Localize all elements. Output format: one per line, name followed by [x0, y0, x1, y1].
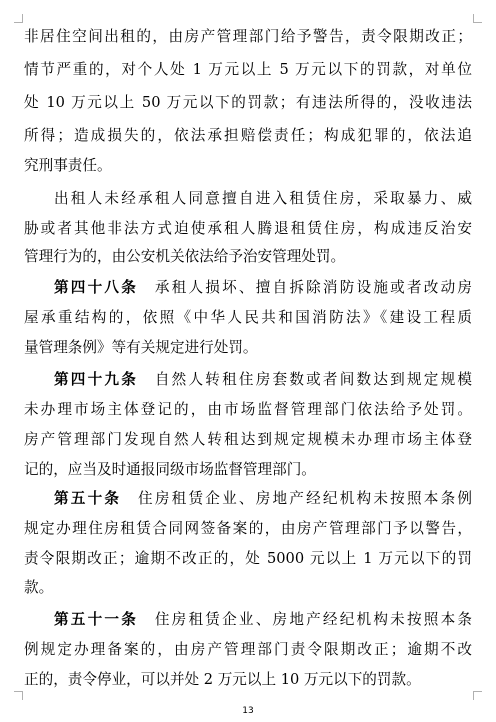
crop-mark-top-left: [14, 14, 23, 23]
text-line: 胁或者其他非法方式迫使承租人腾退租赁住房，构成违反治安: [24, 220, 472, 237]
text-line: 例规定办理备案的，由房产管理部门责令限期改正；逾期不改: [24, 641, 472, 658]
crop-mark-top-right: [473, 14, 482, 23]
article-line: [24, 278, 472, 298]
article-text: 住房租赁企业、房地产经纪机构未按照本条: [154, 611, 472, 628]
text-line: 非居住空间出租的，由房产管理部门给予警告，责令限期改正；: [24, 28, 472, 45]
text-line: 记的，应当及时通报同级市场监督管理部门。: [24, 461, 316, 478]
article-text: 住房租赁企业、房地产经纪机构未按照本条例: [138, 490, 472, 507]
article-number: 第五十条: [54, 490, 122, 507]
article-number: 第五十一条: [54, 611, 139, 628]
text-line: 房产管理部门发现自然人转租达到规定规模未办理市场主体登: [24, 431, 472, 448]
page-number: 13: [242, 706, 254, 716]
article-text: 自然人转租住房套数或者间数达到规定规模: [154, 371, 472, 388]
text-line: 所得；造成损失的，依法承担赔偿责任；构成犯罪的，依法追: [24, 127, 472, 144]
article-number: 第四十八条: [54, 279, 139, 296]
crop-mark-bottom-left: [14, 691, 23, 700]
article-text: 承租人损坏、擅自拆除消防设施或者改动房: [154, 279, 472, 296]
text-line: 量管理条例》等有关规定进行处罚。: [24, 339, 258, 356]
text-line: 管理行为的，由公安机关依法给予治安管理处罚。: [24, 248, 346, 265]
text-line: 未办理市场主体登记的，由市场监督管理部门依法给予处罚。: [24, 401, 472, 418]
text-line: 出租人未经承租人同意擅自进入租赁住房，采取暴力、威: [54, 190, 472, 207]
text-line: 究刑事责任。: [24, 157, 112, 174]
article-line: [24, 489, 472, 509]
text-line: 款。: [24, 579, 54, 596]
article-number: 第四十九条: [54, 371, 139, 388]
text-line: 屋承重结构的，依照《中华人民共和国消防法》《建设工程质: [24, 309, 472, 326]
text-line: 责令限期改正；逾期不改正的，处 5000 元以上 1 万元以下的罚: [24, 550, 472, 567]
text-line: 情节严重的，对个人处 1 万元以上 5 万元以下的罚款，对单位: [24, 61, 472, 78]
article-line: [24, 610, 472, 630]
article-line: [24, 370, 472, 390]
text-line: 处 10 万元以上 50 万元以下的罚款；有违法所得的，没收违法: [24, 94, 472, 111]
text-line: 正的，责令停业，可以并处 2 万元以上 10 万元以下的罚款。: [24, 671, 421, 688]
crop-mark-bottom-right: [473, 691, 482, 700]
text-line: 规定办理住房租赁合同网签备案的，由房产管理部门予以警告，: [24, 520, 472, 537]
